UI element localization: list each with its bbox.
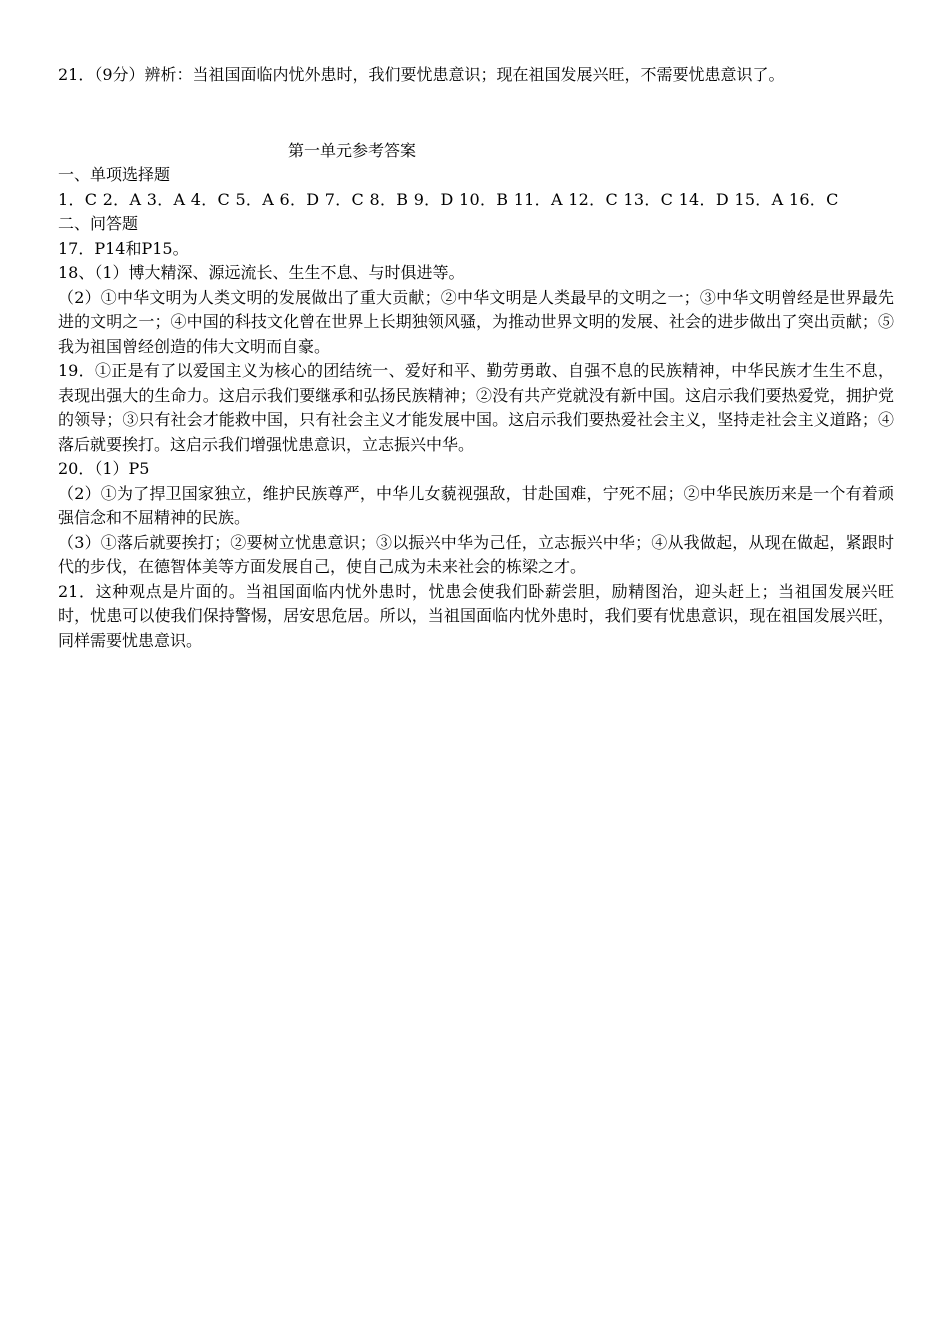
question-21-text: 21．（9分）辨析：当祖国面临内忧外患时，我们要忧患意识；现在祖国发展兴旺，不需要忧患意识了。 — [58, 65, 785, 84]
multiple-choice-answers: 1．C 2．A 3．A 4．C 5．A 6．D 7．C 8．B 9．D 10．B 11．A 12．C 13．C 14．D 15．A 16．C — [58, 189, 839, 209]
answer-20-part-1: 20．（1）P5 — [58, 459, 150, 478]
answer-19: 19．①正是有了以爱国主义为核心的团结统一、爱好和平、勤劳勇敢、自强不息的民族精神，中华民族才生生不息，表现出强大的生命力。这启示我们要继承和弘扬民族精神；②没有共产党就没有新中国。这启示我们要热爱党，拥护党的领导；③只有社会才能救中国，只有社会主义才能发展中国。这启示我们要热爱社会主义，坚持走社会主义道路；④落后就要挨打。这启示我们增强忧患意识，立志振兴中华。 — [58, 361, 894, 454]
answer-18-part-1: 18、（1）博大精深、源远流长、生生不息、与时俱进等。 — [58, 263, 465, 282]
answer-key-title: 第一单元参考答案 — [288, 141, 417, 160]
answer-20-part-2: （2）①为了捍卫国家独立，维护民族尊严，中华儿女藐视强敌，甘赴国难，宁死不屈；②中华民族历来是一个有着顽强信念和不屈精神的民族。 — [58, 483, 894, 527]
answer-21: 21．这种观点是片面的。当祖国面临内忧外患时，忧患会使我们卧薪尝胆，励精图治，迎头赶上；当祖国发展兴旺时，忧患可以使我们保持警惕，居安思危居。所以，当祖国面临内忧外患时，我们要有忧患意识，现在祖国发展兴旺，同样需要忧患意识。 — [58, 581, 894, 650]
section-1-heading: 一、单项选择题 — [58, 165, 171, 184]
answer-20-part-3: （3）①落后就要挨打；②要树立忧患意识；③以振兴中华为己任，立志振兴中华；④从我做起，从现在做起，紧跟时代的步伐，在德智体美等方面发展自己，使自己成为未来社会的栋梁之才。 — [58, 532, 894, 576]
question-21-prompt — [58, 63, 894, 88]
answer-18-part-2: （2）①中华文明为人类文明的发展做出了重大贡献；②中华文明是人类最早的文明之一；③中华文明曾经是世界最先进的文明之一；④中国的科技文化曾在世界上长期独领风骚，为推动世界文明的发展、社会的进步做出了突出贡献；⑤我为祖国曾经创造的伟大文明而自豪。 — [58, 287, 894, 356]
section-2-heading: 二、问答题 — [58, 214, 139, 233]
answer-key-body — [58, 163, 894, 653]
answer-17: 17．P14和P15。 — [58, 238, 189, 258]
